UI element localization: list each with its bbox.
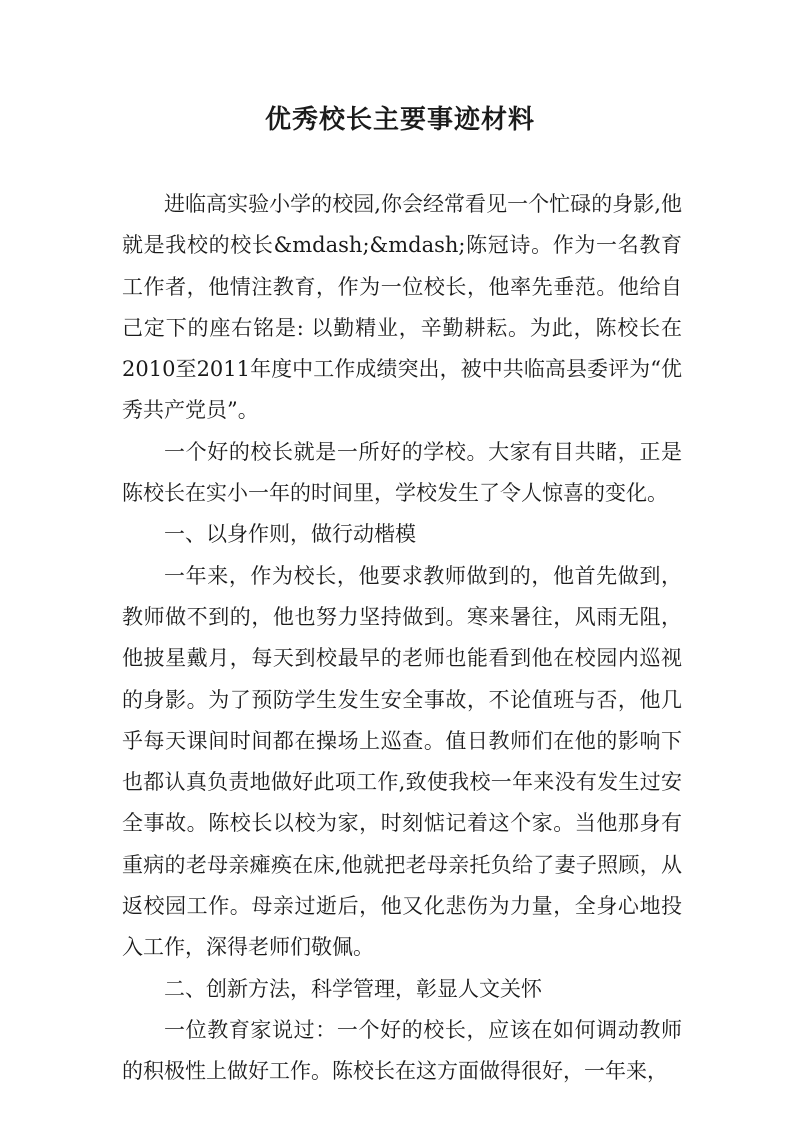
document-body xyxy=(122,184,682,1093)
section-heading-1: 一、以身作则，做行动楷模 xyxy=(164,522,416,547)
paragraph-intro: 进临高实验小学的校园,你会经常看见一个忙碌的身影,他就是我校的校长&mdash;&mdash;陈冠诗。作为一名教育工作者，他情注教育，作为一位校长，他率先垂范。他给自己定下的座右铭是: 以勤精业，辛勤耕耘。为此，陈校长在2010至2011年度中工作成绩突出，被中共临高县委评为“优秀共产党员”。 xyxy=(122,192,682,423)
document-title: 优秀校长主要事迹材料 xyxy=(264,105,535,135)
section-heading-2: 二、创新方法，科学管理，彰显人文关怀 xyxy=(164,976,542,1001)
paragraph-section-1: 一年来，作为校长，他要求教师做到的，他首先做到，教师做不到的，他也努力坚持做到。寒来暑往，风雨无阻，他披星戴月，每天到校最早的老师也能看到他在校园内巡视的身影。为了预防学生发生安全事故，不论值班与否，他几乎每天课间时间都在操场上巡查。值日教师们在他的影响下也都认真负责地做好此项工作,致使我校一年来没有发生过安全事故。陈校长以校为家，时刻惦记着这个家。当他那身有重病的老母亲瘫痪在床,他就把老母亲托负给了妻子照顾，从返校园工作。母亲过逝后，他又化悲伤为力量，全身心地投入工作，深得老师们敬佩。 xyxy=(122,563,682,960)
paragraph-summary: 一个好的校长就是一所好的学校。大家有目共睹，正是陈校长在实小一年的时间里，学校发生了令人惊喜的变化。 xyxy=(122,439,682,506)
paragraph-section-2: 一位教育家说过：一个好的校长，应该在如何调动教师的积极性上做好工作。陈校长在这方面做得很好，一年来， xyxy=(122,1017,682,1084)
